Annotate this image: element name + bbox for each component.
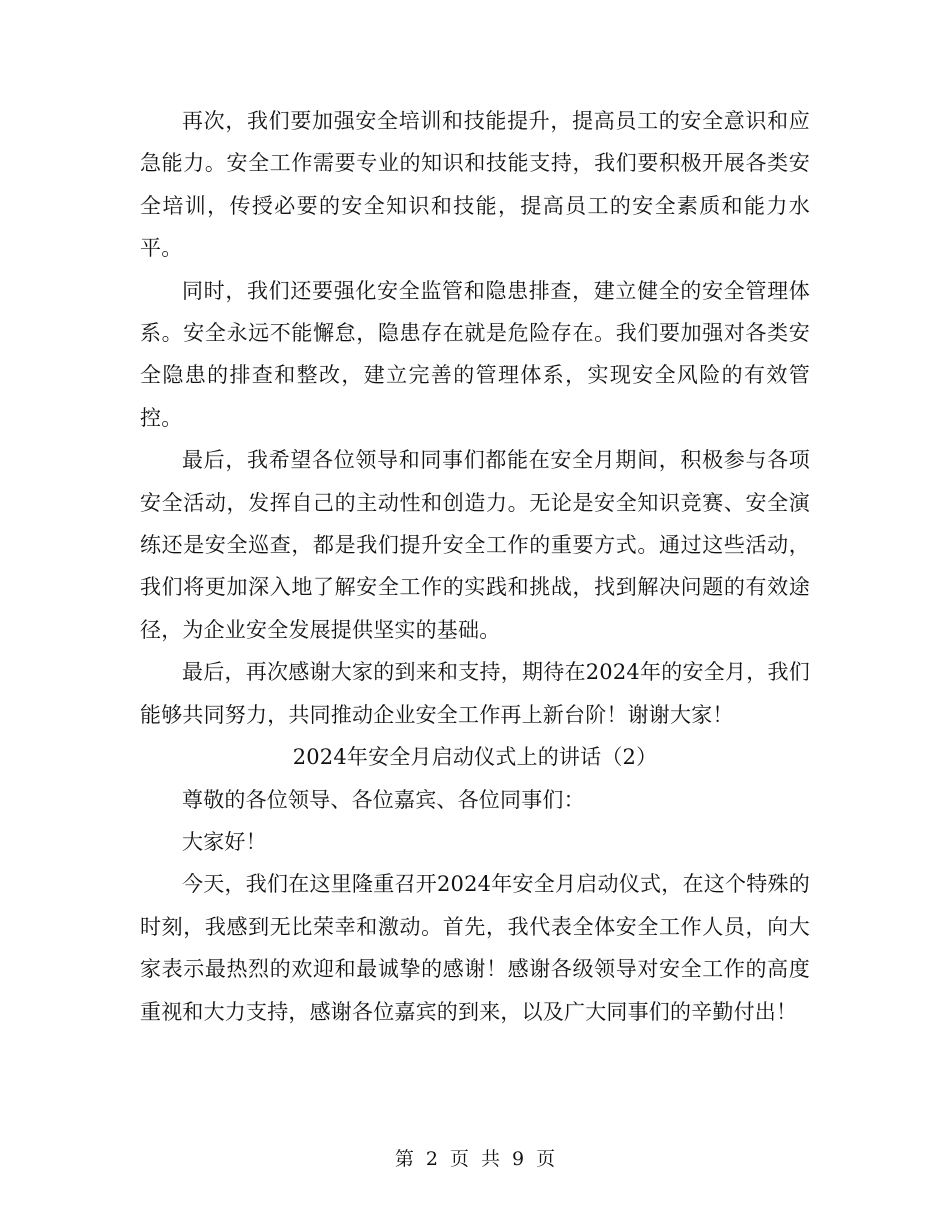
page-number-indicator: 第 2 页 共 9 页 bbox=[394, 1148, 556, 1170]
paragraph-closing: 最后，再次感谢大家的到来和支持，期待在2024年的安全月，我们能够共同努力，共同推动企业安全工作再上新台阶！谢谢大家！ bbox=[140, 660, 810, 727]
page-footer bbox=[0, 1144, 950, 1174]
paragraph-greeting: 大家好！ bbox=[182, 829, 267, 854]
paragraph-salutation: 尊敬的各位领导、各位嘉宾、各位同事们： bbox=[182, 787, 585, 812]
paragraph-activities: 最后，我希望各位领导和同事们都能在安全月期间，积极参与各项安全活动，发挥自己的主动性和创造力。无论是安全知识竞赛、安全演练还是安全巡查，都是我们提升安全工作的重要方式。通过这些活动，我们将更加深入地了解安全工作的实践和挑战，找到解决问题的有效途径，为企业安全发展提供坚实的基础。 bbox=[140, 448, 810, 642]
section-title: 2024年安全月启动仪式上的讲话（2） bbox=[292, 745, 658, 770]
paragraph-supervision: 同时，我们还要强化安全监管和隐患排查，建立健全的安全管理体系。安全永远不能懈怠，隐患存在就是危险存在。我们要加强对各类安全隐患的排查和整改，建立完善的管理体系，实现安全风险的有效管控。 bbox=[140, 278, 810, 430]
paragraph-training: 再次，我们要加强安全培训和技能提升，提高员工的安全意识和应急能力。安全工作需要专业的知识和技能支持，我们要积极开展各类安全培训，传授必要的安全知识和技能，提高员工的安全素质和能力水平。 bbox=[140, 109, 810, 261]
paragraph-opening: 今天，我们在这里隆重召开2024年安全月启动仪式，在这个特殊的时刻，我感到无比荣幸和激动。首先，我代表全体安全工作人员，向大家表示最热烈的欢迎和最诚挚的感谢！感谢各级领导对安全工作的高度重视和大力支持，感谢各位嘉宾的到来，以及广大同事们的辛勤付出！ bbox=[140, 872, 810, 1024]
document-body bbox=[140, 100, 810, 1033]
